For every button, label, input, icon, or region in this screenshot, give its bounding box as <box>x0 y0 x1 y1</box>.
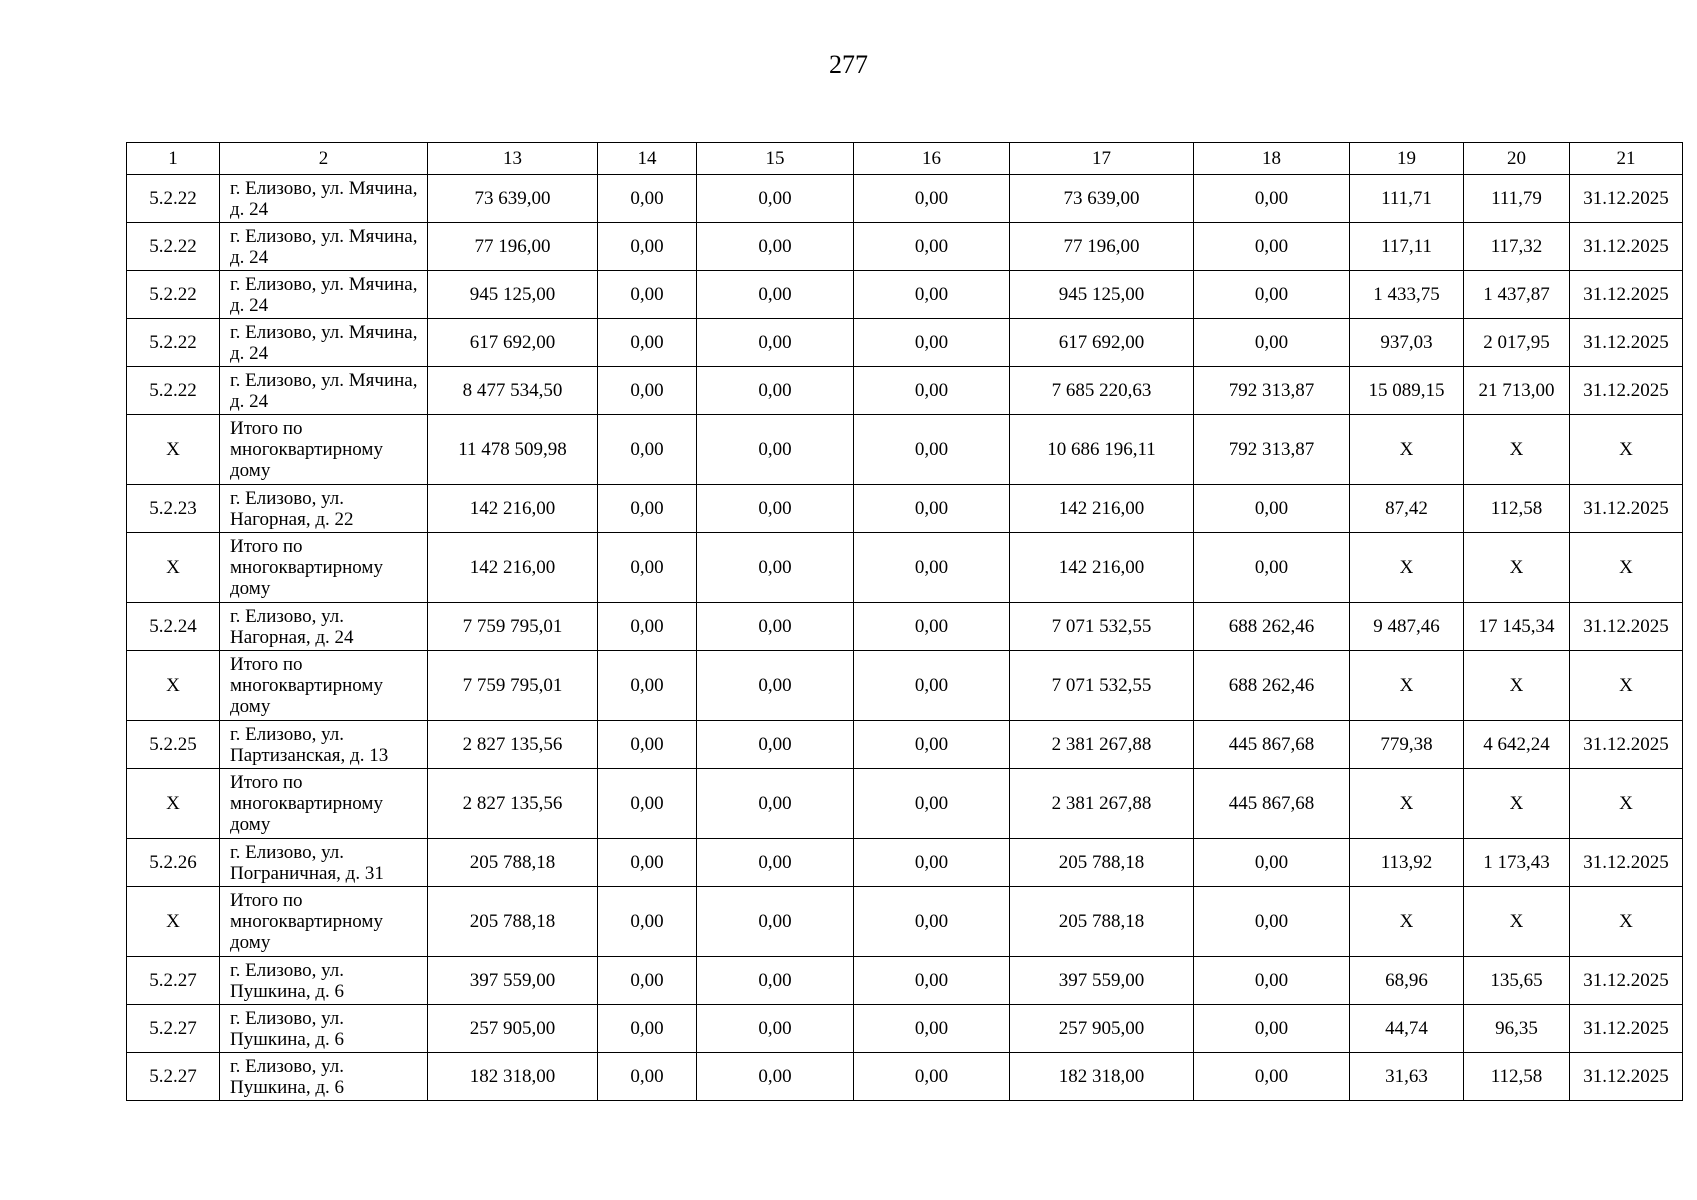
column-header: 17 <box>1010 143 1194 175</box>
col-21-cell: X <box>1570 651 1683 721</box>
col-20-cell: 111,79 <box>1464 175 1570 223</box>
col-14-cell: 0,00 <box>598 839 697 887</box>
total-row <box>127 887 1683 957</box>
col-14-cell: 0,00 <box>598 175 697 223</box>
row-number-cell: 5.2.22 <box>127 271 220 319</box>
col-20-cell: X <box>1464 769 1570 839</box>
col-19-cell: 113,92 <box>1350 839 1464 887</box>
table-row <box>127 367 1683 415</box>
col-16-cell: 0,00 <box>854 415 1010 485</box>
col-14-cell: 0,00 <box>598 271 697 319</box>
col-20-cell: 17 145,34 <box>1464 603 1570 651</box>
total-row <box>127 651 1683 721</box>
col-15-cell: 0,00 <box>697 887 854 957</box>
col-14-cell: 0,00 <box>598 651 697 721</box>
col-14-cell: 0,00 <box>598 415 697 485</box>
col-20-cell: X <box>1464 887 1570 957</box>
col-21-cell: 31.12.2025 <box>1570 367 1683 415</box>
address-cell: г. Елизово, ул. Пограничная, д. 31 <box>220 839 428 887</box>
column-header: 19 <box>1350 143 1464 175</box>
col-18-cell: 0,00 <box>1194 223 1350 271</box>
row-number-cell: 5.2.23 <box>127 485 220 533</box>
address-cell: г. Елизово, ул. Мячина, д. 24 <box>220 367 428 415</box>
header-row <box>127 143 1683 175</box>
col-14-cell: 0,00 <box>598 533 697 603</box>
col-20-cell: 135,65 <box>1464 957 1570 1005</box>
row-number-cell: 5.2.22 <box>127 319 220 367</box>
col-19-cell: 87,42 <box>1350 485 1464 533</box>
col-14-cell: 0,00 <box>598 367 697 415</box>
row-number-cell: 5.2.25 <box>127 721 220 769</box>
address-cell: Итого по многоквартирному дому <box>220 415 428 485</box>
col-20-cell: 112,58 <box>1464 485 1570 533</box>
col-19-cell: 15 089,15 <box>1350 367 1464 415</box>
col-13-cell: 7 759 795,01 <box>428 651 598 721</box>
table-row <box>127 957 1683 1005</box>
col-17-cell: 2 381 267,88 <box>1010 721 1194 769</box>
col-18-cell: 0,00 <box>1194 271 1350 319</box>
col-20-cell: 21 713,00 <box>1464 367 1570 415</box>
col-21-cell: 31.12.2025 <box>1570 839 1683 887</box>
col-17-cell: 617 692,00 <box>1010 319 1194 367</box>
col-17-cell: 10 686 196,11 <box>1010 415 1194 485</box>
col-17-cell: 7 071 532,55 <box>1010 651 1194 721</box>
address-cell: Итого по многоквартирному дому <box>220 533 428 603</box>
table-row <box>127 839 1683 887</box>
col-19-cell: 9 487,46 <box>1350 603 1464 651</box>
col-19-cell: 68,96 <box>1350 957 1464 1005</box>
col-16-cell: 0,00 <box>854 1005 1010 1053</box>
col-19-cell: X <box>1350 415 1464 485</box>
row-number-cell: X <box>127 769 220 839</box>
col-18-cell: 688 262,46 <box>1194 603 1350 651</box>
col-20-cell: X <box>1464 651 1570 721</box>
col-17-cell: 945 125,00 <box>1010 271 1194 319</box>
col-17-cell: 205 788,18 <box>1010 887 1194 957</box>
address-cell: г. Елизово, ул. Нагорная, д. 22 <box>220 485 428 533</box>
col-21-cell: 31.12.2025 <box>1570 1053 1683 1101</box>
col-20-cell: 1 437,87 <box>1464 271 1570 319</box>
col-15-cell: 0,00 <box>697 223 854 271</box>
col-15-cell: 0,00 <box>697 769 854 839</box>
row-number-cell: 5.2.27 <box>127 1053 220 1101</box>
col-17-cell: 142 216,00 <box>1010 533 1194 603</box>
col-16-cell: 0,00 <box>854 769 1010 839</box>
row-number-cell: 5.2.27 <box>127 957 220 1005</box>
column-header: 15 <box>697 143 854 175</box>
col-13-cell: 77 196,00 <box>428 223 598 271</box>
col-17-cell: 73 639,00 <box>1010 175 1194 223</box>
col-20-cell: 96,35 <box>1464 1005 1570 1053</box>
col-21-cell: 31.12.2025 <box>1570 175 1683 223</box>
col-13-cell: 142 216,00 <box>428 485 598 533</box>
col-15-cell: 0,00 <box>697 319 854 367</box>
col-21-cell: 31.12.2025 <box>1570 957 1683 1005</box>
col-21-cell: X <box>1570 769 1683 839</box>
col-14-cell: 0,00 <box>598 1053 697 1101</box>
table-row <box>127 223 1683 271</box>
col-18-cell: 0,00 <box>1194 485 1350 533</box>
col-16-cell: 0,00 <box>854 175 1010 223</box>
col-13-cell: 142 216,00 <box>428 533 598 603</box>
column-header: 18 <box>1194 143 1350 175</box>
column-header: 2 <box>220 143 428 175</box>
col-13-cell: 617 692,00 <box>428 319 598 367</box>
col-13-cell: 2 827 135,56 <box>428 721 598 769</box>
col-18-cell: 792 313,87 <box>1194 367 1350 415</box>
col-18-cell: 0,00 <box>1194 175 1350 223</box>
column-header: 16 <box>854 143 1010 175</box>
table-row <box>127 1053 1683 1101</box>
table-row <box>127 319 1683 367</box>
col-21-cell: 31.12.2025 <box>1570 223 1683 271</box>
total-row <box>127 415 1683 485</box>
col-15-cell: 0,00 <box>697 367 854 415</box>
col-13-cell: 182 318,00 <box>428 1053 598 1101</box>
col-19-cell: 779,38 <box>1350 721 1464 769</box>
col-13-cell: 8 477 534,50 <box>428 367 598 415</box>
col-15-cell: 0,00 <box>697 1053 854 1101</box>
col-16-cell: 0,00 <box>854 485 1010 533</box>
address-cell: г. Елизово, ул. Мячина, д. 24 <box>220 175 428 223</box>
col-19-cell: 1 433,75 <box>1350 271 1464 319</box>
col-21-cell: X <box>1570 415 1683 485</box>
col-14-cell: 0,00 <box>598 769 697 839</box>
row-number-cell: 5.2.24 <box>127 603 220 651</box>
col-15-cell: 0,00 <box>697 533 854 603</box>
col-17-cell: 142 216,00 <box>1010 485 1194 533</box>
col-19-cell: 111,71 <box>1350 175 1464 223</box>
col-20-cell: 4 642,24 <box>1464 721 1570 769</box>
column-header: 14 <box>598 143 697 175</box>
col-17-cell: 205 788,18 <box>1010 839 1194 887</box>
col-14-cell: 0,00 <box>598 485 697 533</box>
col-20-cell: X <box>1464 415 1570 485</box>
col-16-cell: 0,00 <box>854 721 1010 769</box>
address-cell: Итого по многоквартирному дому <box>220 651 428 721</box>
col-13-cell: 205 788,18 <box>428 839 598 887</box>
col-21-cell: 31.12.2025 <box>1570 603 1683 651</box>
col-20-cell: 2 017,95 <box>1464 319 1570 367</box>
col-17-cell: 182 318,00 <box>1010 1053 1194 1101</box>
col-15-cell: 0,00 <box>697 485 854 533</box>
col-15-cell: 0,00 <box>697 603 854 651</box>
col-18-cell: 0,00 <box>1194 533 1350 603</box>
col-20-cell: X <box>1464 533 1570 603</box>
col-17-cell: 2 381 267,88 <box>1010 769 1194 839</box>
col-17-cell: 397 559,00 <box>1010 957 1194 1005</box>
col-18-cell: 445 867,68 <box>1194 769 1350 839</box>
column-header: 21 <box>1570 143 1683 175</box>
col-18-cell: 0,00 <box>1194 887 1350 957</box>
col-16-cell: 0,00 <box>854 533 1010 603</box>
col-17-cell: 77 196,00 <box>1010 223 1194 271</box>
col-21-cell: X <box>1570 887 1683 957</box>
col-16-cell: 0,00 <box>854 367 1010 415</box>
col-19-cell: X <box>1350 887 1464 957</box>
address-cell: г. Елизово, ул. Пушкина, д. 6 <box>220 1053 428 1101</box>
column-header: 13 <box>428 143 598 175</box>
col-19-cell: 117,11 <box>1350 223 1464 271</box>
row-number-cell: X <box>127 651 220 721</box>
col-13-cell: 945 125,00 <box>428 271 598 319</box>
col-16-cell: 0,00 <box>854 603 1010 651</box>
address-cell: Итого по многоквартирному дому <box>220 887 428 957</box>
row-number-cell: 5.2.27 <box>127 1005 220 1053</box>
col-13-cell: 7 759 795,01 <box>428 603 598 651</box>
column-header: 20 <box>1464 143 1570 175</box>
col-14-cell: 0,00 <box>598 1005 697 1053</box>
row-number-cell: 5.2.22 <box>127 175 220 223</box>
address-cell: г. Елизово, ул. Партизанская, д. 13 <box>220 721 428 769</box>
col-13-cell: 2 827 135,56 <box>428 769 598 839</box>
col-16-cell: 0,00 <box>854 957 1010 1005</box>
row-number-cell: 5.2.22 <box>127 367 220 415</box>
col-14-cell: 0,00 <box>598 957 697 1005</box>
col-19-cell: 44,74 <box>1350 1005 1464 1053</box>
data-table <box>126 142 1683 1101</box>
col-19-cell: 937,03 <box>1350 319 1464 367</box>
col-19-cell: X <box>1350 533 1464 603</box>
col-18-cell: 0,00 <box>1194 1005 1350 1053</box>
table-row <box>127 485 1683 533</box>
col-15-cell: 0,00 <box>697 651 854 721</box>
table-row <box>127 271 1683 319</box>
col-19-cell: X <box>1350 651 1464 721</box>
col-15-cell: 0,00 <box>697 271 854 319</box>
col-16-cell: 0,00 <box>854 271 1010 319</box>
row-number-cell: 5.2.22 <box>127 223 220 271</box>
row-number-cell: X <box>127 415 220 485</box>
col-19-cell: 31,63 <box>1350 1053 1464 1101</box>
col-14-cell: 0,00 <box>598 603 697 651</box>
col-21-cell: X <box>1570 533 1683 603</box>
total-row <box>127 533 1683 603</box>
col-18-cell: 0,00 <box>1194 957 1350 1005</box>
address-cell: г. Елизово, ул. Мячина, д. 24 <box>220 319 428 367</box>
col-16-cell: 0,00 <box>854 651 1010 721</box>
col-16-cell: 0,00 <box>854 1053 1010 1101</box>
col-13-cell: 205 788,18 <box>428 887 598 957</box>
col-15-cell: 0,00 <box>697 175 854 223</box>
col-18-cell: 792 313,87 <box>1194 415 1350 485</box>
col-14-cell: 0,00 <box>598 721 697 769</box>
row-number-cell: X <box>127 533 220 603</box>
col-17-cell: 7 071 532,55 <box>1010 603 1194 651</box>
col-21-cell: 31.12.2025 <box>1570 1005 1683 1053</box>
col-18-cell: 445 867,68 <box>1194 721 1350 769</box>
col-16-cell: 0,00 <box>854 839 1010 887</box>
col-20-cell: 117,32 <box>1464 223 1570 271</box>
col-21-cell: 31.12.2025 <box>1570 271 1683 319</box>
address-cell: г. Елизово, ул. Нагорная, д. 24 <box>220 603 428 651</box>
col-20-cell: 112,58 <box>1464 1053 1570 1101</box>
address-cell: г. Елизово, ул. Мячина, д. 24 <box>220 271 428 319</box>
address-cell: г. Елизово, ул. Мячина, д. 24 <box>220 223 428 271</box>
col-17-cell: 257 905,00 <box>1010 1005 1194 1053</box>
address-cell: г. Елизово, ул. Пушкина, д. 6 <box>220 957 428 1005</box>
table-row <box>127 721 1683 769</box>
col-20-cell: 1 173,43 <box>1464 839 1570 887</box>
col-21-cell: 31.12.2025 <box>1570 319 1683 367</box>
col-15-cell: 0,00 <box>697 721 854 769</box>
col-18-cell: 0,00 <box>1194 319 1350 367</box>
address-cell: Итого по многоквартирному дому <box>220 769 428 839</box>
col-18-cell: 0,00 <box>1194 1053 1350 1101</box>
table-row <box>127 175 1683 223</box>
col-14-cell: 0,00 <box>598 319 697 367</box>
col-18-cell: 0,00 <box>1194 839 1350 887</box>
total-row <box>127 769 1683 839</box>
column-header: 1 <box>127 143 220 175</box>
col-13-cell: 11 478 509,98 <box>428 415 598 485</box>
col-13-cell: 257 905,00 <box>428 1005 598 1053</box>
col-18-cell: 688 262,46 <box>1194 651 1350 721</box>
col-14-cell: 0,00 <box>598 887 697 957</box>
col-14-cell: 0,00 <box>598 223 697 271</box>
row-number-cell: X <box>127 887 220 957</box>
col-13-cell: 397 559,00 <box>428 957 598 1005</box>
col-15-cell: 0,00 <box>697 957 854 1005</box>
table-row <box>127 1005 1683 1053</box>
table-row <box>127 603 1683 651</box>
page-number: 277 <box>829 50 868 79</box>
col-16-cell: 0,00 <box>854 887 1010 957</box>
address-cell: г. Елизово, ул. Пушкина, д. 6 <box>220 1005 428 1053</box>
col-17-cell: 7 685 220,63 <box>1010 367 1194 415</box>
col-16-cell: 0,00 <box>854 223 1010 271</box>
col-15-cell: 0,00 <box>697 415 854 485</box>
col-21-cell: 31.12.2025 <box>1570 485 1683 533</box>
col-15-cell: 0,00 <box>697 839 854 887</box>
col-16-cell: 0,00 <box>854 319 1010 367</box>
row-number-cell: 5.2.26 <box>127 839 220 887</box>
col-15-cell: 0,00 <box>697 1005 854 1053</box>
col-13-cell: 73 639,00 <box>428 175 598 223</box>
col-21-cell: 31.12.2025 <box>1570 721 1683 769</box>
col-19-cell: X <box>1350 769 1464 839</box>
